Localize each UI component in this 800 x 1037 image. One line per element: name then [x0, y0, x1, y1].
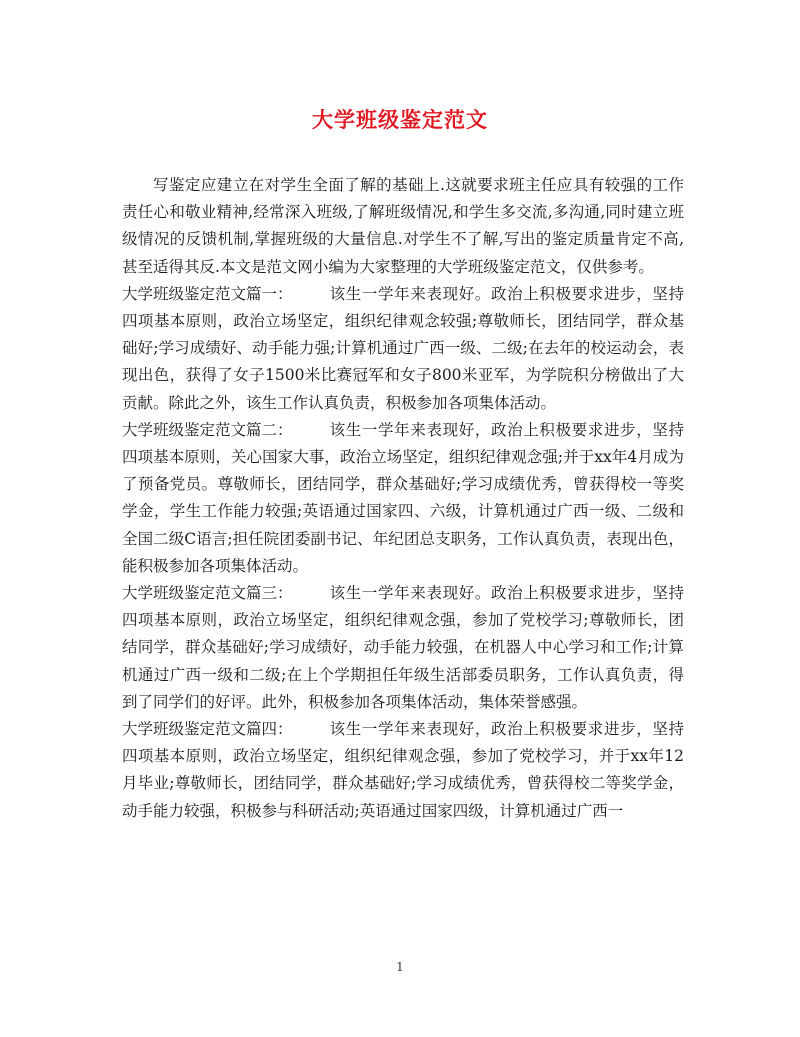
section-text-3: 该生一学年来表现好。政治上积极要求进步，坚持四项基本原则，政治立场坚定，组织纪律观念强，参加了党校学习;尊敬师长，团结同学，群众基础好;学习成绩好，动手能力较强，在机器人中心学习和工作;计算机通过广西一级和二级;在上个学期担任年级生活部委员职务，工作认真负责，得到了同学们的好评。此外，积极参加各项集体活动，集体荣誉感强。 [122, 584, 684, 711]
section-paragraph-2 [122, 417, 684, 580]
section-heading-3: 大学班级鉴定范文篇三： [122, 584, 293, 603]
section-text-2: 该生一学年来表现好，政治上积极要求进步，坚持四项基本原则，关心国家大事，政治立场坚定，组织纪律观念强;并于xx年4月成为了预备党员。尊敬师长，团结同学，群众基础好;学习成绩优秀，曾获得校一等奖学金，学生工作能力较强;英语通过国家四、六级，计算机通过广西一级、二级和全国二级C语言;担任院团委副书记、年纪团总支职务，工作认真负责，表现出色，能积极参加各项集体活动。 [122, 420, 684, 575]
section-paragraph-3 [122, 580, 684, 716]
document-body [122, 172, 684, 825]
section-text-4: 该生一学年来表现好，政治上积极要求进步，坚持四项基本原则，政治立场坚定，组织纪律观念强，参加了党校学习，并于xx年12月毕业;尊敬师长，团结同学，群众基础好;学习成绩优秀，曾获得校二等奖学金，动手能力较强，积极参与科研活动;英语通过国家四级，计算机通过广西一 [122, 720, 684, 820]
section-paragraph-4 [122, 716, 684, 825]
intro-paragraph: 写鉴定应建立在对学生全面了解的基础上.这就要求班主任应具有较强的工作责任心和敬业精神,经常深入班级,了解班级情况,和学生多交流,多沟通,同时建立班级情况的反馈机制,掌握班级的大量信息.对学生不了解,写出的鉴定质量肯定不高,甚至适得其反.本文是范文网小编为大家整理的大学班级鉴定范文，仅供参考。 [122, 176, 684, 276]
section-heading-2: 大学班级鉴定范文篇二： [122, 420, 293, 439]
section-heading-1: 大学班级鉴定范文篇一： [122, 284, 293, 303]
section-text-1: 该生一学年来表现好。政治上积极要求进步，坚持四项基本原则，政治立场坚定，组织纪律观念较强;尊敬师长，团结同学，群众基础好;学习成绩好、动手能力强;计算机通过广西一级、二级;在去年的校运动会，表现出色，获得了女子1500米比赛冠军和女子800米亚军，为学院积分榜做出了大贡献。除此之外，该生工作认真负责，积极参加各项集体活动。 [122, 284, 684, 412]
section-heading-4: 大学班级鉴定范文篇四： [122, 720, 293, 739]
page-number: 1 [396, 960, 404, 974]
section-paragraph-1 [122, 281, 684, 417]
document-title: 大学班级鉴定范文 [312, 107, 488, 132]
